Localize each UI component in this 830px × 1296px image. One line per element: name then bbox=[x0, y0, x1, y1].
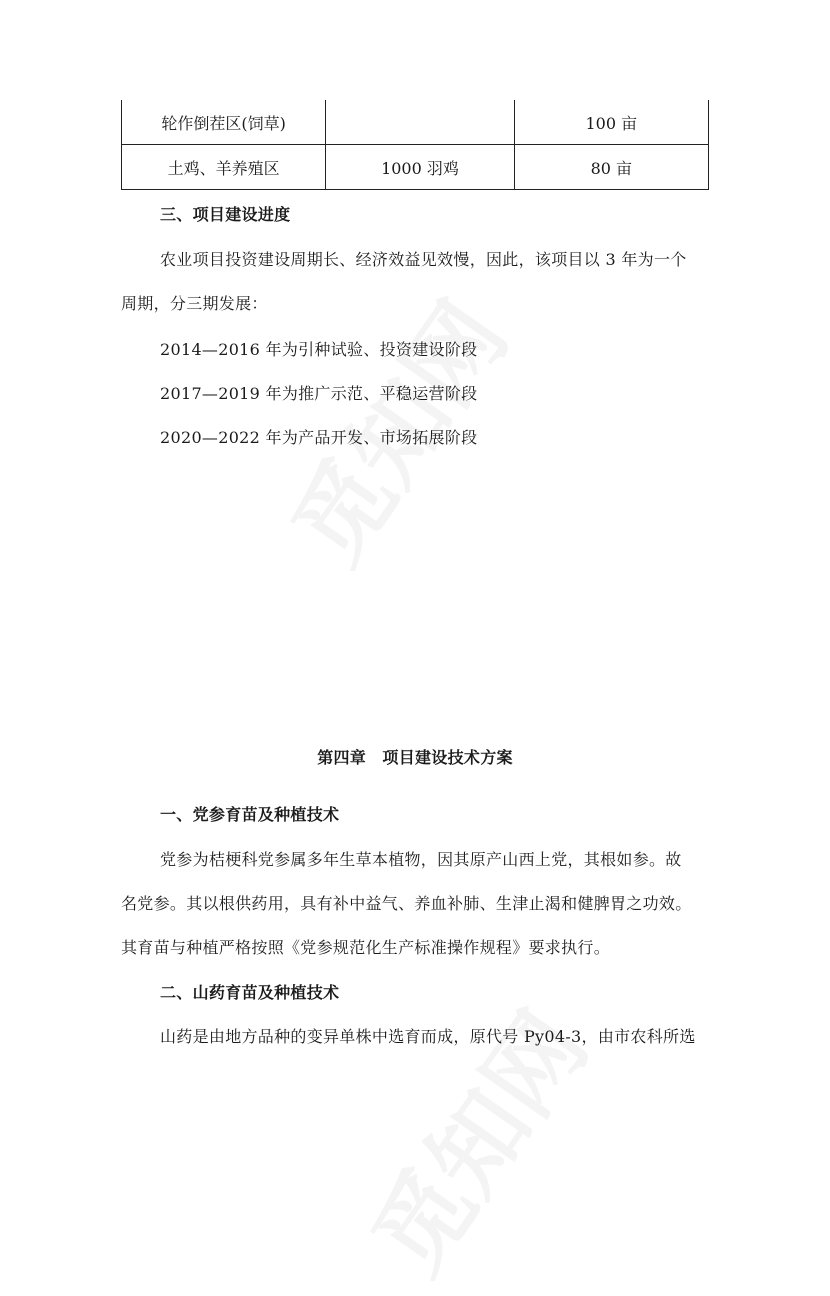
section-heading: 二、山药育苗及种植技术 bbox=[160, 983, 340, 1002]
table-cell: 100 亩 bbox=[514, 100, 708, 145]
paragraph-line: 其育苗与种植严格按照《党参规范化生产标准操作规程》要求执行。 bbox=[121, 938, 611, 957]
chapter-title: 第四章 项目建设技术方案 bbox=[317, 748, 513, 767]
paragraph-line: 周期，分三期发展： bbox=[121, 294, 268, 313]
phase-item: 2014—2016 年为引种试验、投资建设阶段 bbox=[160, 340, 478, 359]
paragraph-line: 农业项目投资建设周期长、经济效益见效慢，因此，该项目以 3 年为一个 bbox=[160, 250, 687, 269]
section-heading: 一、党参育苗及种植技术 bbox=[160, 805, 340, 824]
table-cell: 80 亩 bbox=[514, 145, 708, 190]
table-cell: 轮作倒茬区(饲草) bbox=[122, 100, 326, 145]
section-heading: 三、项目建设进度 bbox=[160, 205, 291, 224]
land-use-table bbox=[121, 100, 709, 190]
paragraph-line: 山药是由地方品种的变异单株中选育而成，原代号 Py04-3，由市农科所选 bbox=[160, 1027, 696, 1046]
table-cell: 1000 羽鸡 bbox=[326, 145, 514, 190]
table-cell: 土鸡、羊养殖区 bbox=[122, 145, 326, 190]
phase-item: 2017—2019 年为推广示范、平稳运营阶段 bbox=[160, 384, 478, 403]
table-row bbox=[122, 145, 709, 190]
phase-item: 2020—2022 年为产品开发、市场拓展阶段 bbox=[160, 428, 478, 447]
table-cell bbox=[326, 100, 514, 145]
paragraph-line: 党参为桔梗科党参属多年生草本植物，因其原产山西上党，其根如参。故 bbox=[160, 850, 682, 869]
paragraph-line: 名党参。其以根供药用，具有补中益气、养血补肺、生津止渴和健脾胃之功效。 bbox=[121, 894, 692, 913]
table-row bbox=[122, 100, 709, 145]
